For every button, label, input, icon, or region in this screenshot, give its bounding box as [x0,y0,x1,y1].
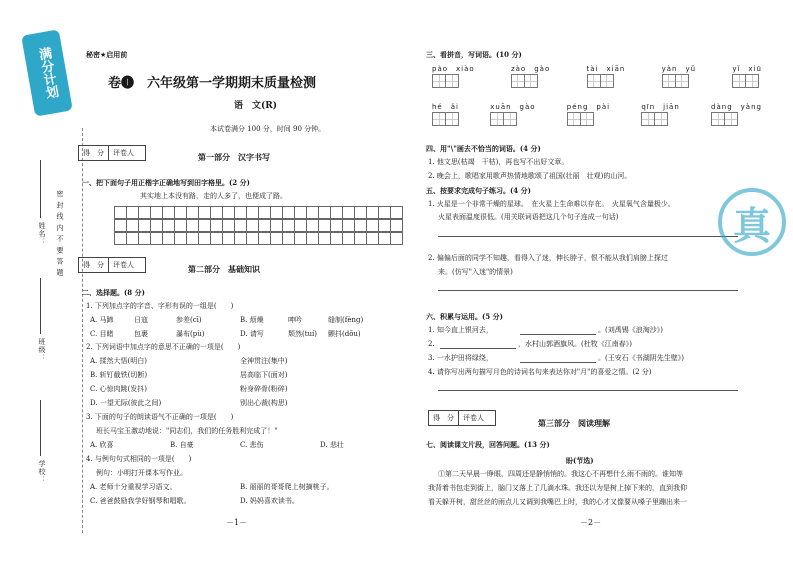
pinyin-item: hé ǎi [432,102,459,128]
q2-1-opt: 缝制(fèng) [328,316,364,324]
grid-cell[interactable] [162,219,174,232]
q6-2-src: ，水村山郭酒旗风。(杜牧《江南春》) [518,340,632,348]
grid-cell[interactable] [318,232,330,245]
grid-cell[interactable] [186,206,198,219]
q2-1-opt: B. 烦燥 [240,316,264,324]
grid-cell[interactable] [354,219,366,232]
passage-line: 看天躲开树，甜丝丝的雨点儿又调到我嘴巴上时，我的心才又像要从嗓子里蹦出来一 [428,498,687,506]
pinyin-item: péng pài [567,102,610,128]
q1-sentence: 其实地上本没有路，走的人多了，也便成了路。 [140,192,287,200]
grader-label: 评卷人 [463,414,484,422]
grid-cell[interactable] [162,206,174,219]
part1-title: 第一部分 汉字书写 [198,152,270,162]
q2-3-opt: C. 悲伤 [240,441,264,449]
secret-label: 秘密★启用前 [86,51,128,59]
q4-1: 1. 他文思(枯竭 干枯)，再也写不出好文章。 [428,158,569,166]
grid-cell[interactable] [306,232,318,245]
grid-cell[interactable] [270,219,282,232]
class-line[interactable] [40,278,41,334]
q4-title: 四、用"\"画去不恰当的词语。(4 分) [426,144,541,153]
q2-2-opt: 粉身碎骨(粉碎) [240,385,288,393]
part3-title: 第三部分 阅读理解 [538,418,610,428]
school-label: 学校： [38,460,46,484]
grid-cell[interactable] [294,232,306,245]
q4-2: 2. 晚会上，歌唱家用歌声热情地歌颂了祖国(壮丽 壮观)的山河。 [428,172,632,180]
q2-2-opt: C. 心惊肉跳(发抖) [90,385,148,393]
grid-cell[interactable] [282,206,294,219]
grid-cell[interactable] [282,232,294,245]
grid-cell[interactable] [258,232,270,245]
grid-cell[interactable] [294,206,306,219]
grid-cell[interactable] [150,219,162,232]
score-label: 得 分 [429,411,459,425]
pinyin-item: dàng yàng [711,102,762,128]
grid-cell[interactable] [186,232,198,245]
page-number-2: －2－ [580,518,602,527]
q2-3-stem: 3. 下面的句子的朗读语气不正确的一项是( ) [86,413,234,421]
q2-2-opt: 全神贯注(集中) [240,357,288,365]
q5-1a: 1. 火星是一个非常干燥的星球。 在火星上生命难以存在。 火星氧气含量极少。 [428,200,675,208]
name-label: 姓名： [38,222,46,246]
grid-cell[interactable] [318,219,330,232]
grid-cell[interactable] [222,219,234,232]
grid-cell[interactable] [114,219,126,232]
brand-logo: 满分计划 [21,29,73,116]
blank-line[interactable] [440,348,516,349]
q2-4-opt: D. 妈妈喜欢读书。 [240,497,299,505]
q5-title: 五、按要求完成句子练习。(4 分) [426,186,531,195]
q2-4-opt: B. 丽丽的哥哥爬上树摘桃子。 [240,483,334,491]
grid-cell[interactable] [174,206,186,219]
writing-grid[interactable] [114,206,403,245]
part2-title: 第二部分 基础知识 [188,264,260,274]
grid-cell[interactable] [198,232,210,245]
watermark-stamp: 真 [718,188,786,256]
grid-cell[interactable] [210,206,222,219]
grid-cell[interactable] [126,206,138,219]
q2-4-example: 例句：小明打开课本写作业。 [96,469,187,477]
q1-title: 一、把下面句子用正楷字正确地写到田字格里。(2 分) [82,178,250,187]
passage-line: ①第二天早晨一睁眼，四周还是静悄悄的。我这心不再想什么雨不雨的。谁知等 [438,470,683,478]
grid-cell[interactable] [138,206,150,219]
passage-line: 我背着书包走到街上，脑门又落上了几滴水珠。我还以为是树上掉下来的，直到我仰 [428,484,687,492]
blank-line[interactable] [520,362,596,363]
q6-1: 1. 知今直上银河去， [428,326,493,334]
grid-cell[interactable] [366,206,378,219]
grid-cell[interactable] [114,232,126,245]
grid-cell[interactable] [378,206,390,219]
score-box-3 [428,410,496,426]
grid-cell[interactable] [306,219,318,232]
q3-title: 三、看拼音，写词语。(10 分) [426,50,522,59]
q6-1-src: 。(刘禹锡《浪淘沙》) [598,326,663,334]
q2-3-text: 班长马宝玉激动地说："同志们，我们的任务胜利完成了！" [96,427,278,435]
q5-2b: 来。(仿写"入迷"的情景) [438,268,513,276]
q2-2-opt: D. 一望无际(彼此之间) [90,399,162,407]
q7-title: 七、阅读课文片段，回答问题。(13 分) [426,440,550,449]
grid-cell[interactable] [258,219,270,232]
grid-cell[interactable] [378,219,390,232]
grid-cell[interactable] [354,206,366,219]
grid-cell[interactable] [174,232,186,245]
seal-dashed-line [82,128,83,533]
grid-cell[interactable] [270,232,282,245]
q2-title: 二、选择题。(8 分) [82,288,145,297]
answer-line[interactable] [438,390,738,391]
grid-cell[interactable] [366,219,378,232]
grid-cell[interactable] [126,232,138,245]
q2-1-opt: 包裹 [134,330,148,338]
q2-1-opt: 呻吟 [288,316,302,324]
grid-cell[interactable] [234,232,246,245]
answer-line[interactable] [438,290,738,291]
q5-1b: 火星表面温度很低。(用关联词语把这几个句子连成一句话) [438,213,619,221]
grid-cell[interactable] [162,232,174,245]
grid-cell[interactable] [222,232,234,245]
subject-label: 语 文(R) [234,101,277,111]
answer-line[interactable] [438,236,738,237]
grader-label: 评卷人 [113,261,134,269]
pinyin-item: yǐ xiū [732,64,762,90]
q2-2-opt: A. 揉然大悟(明白) [90,357,147,365]
grid-cell[interactable] [294,219,306,232]
q6-3: 3. 一水护田将绿绕， [428,354,493,362]
grid-cell[interactable] [246,206,258,219]
grid-cell[interactable] [378,232,390,245]
q6-3-src: 。(王安石《书湖阴先生壁》) [598,354,684,362]
grid-cell[interactable] [342,219,354,232]
grid-cell[interactable] [210,219,222,232]
q2-3-opt: B. 自豪 [170,441,194,449]
q2-4-opt: A. 老师十分重视学习语文。 [90,483,177,491]
grid-cell[interactable] [246,219,258,232]
q2-1-stem: 1. 下列加点字的字音、字形有误的一组是( ) [86,302,234,310]
grid-cell[interactable] [198,206,210,219]
grid-cell[interactable] [390,232,403,245]
grid-cell[interactable] [342,232,354,245]
q2-3-opt: D. 悲壮 [320,441,344,449]
grid-cell[interactable] [318,206,330,219]
grid-cell[interactable] [174,219,186,232]
score-box [78,145,146,161]
grid-cell[interactable] [270,206,282,219]
exam-title: 卷❶ 六年级第一学期期末质量检测 [108,76,317,91]
class-label: 班级： [38,338,46,362]
seal-text: 密 封 线 内 不 要 答 题 [56,190,64,277]
pinyin-item: xuān gào [490,102,535,128]
pinyin-item: zào gào [511,64,550,90]
q2-1-opt: 日寇 [134,316,148,324]
grid-cell[interactable] [342,206,354,219]
grid-cell[interactable] [330,232,342,245]
grid-cell[interactable] [366,232,378,245]
score-box-2 [78,257,146,273]
grid-cell[interactable] [246,232,258,245]
grid-cell[interactable] [210,232,222,245]
grid-cell[interactable] [282,219,294,232]
score-label: 得 分 [79,146,109,160]
grid-cell[interactable] [390,206,403,219]
grid-cell[interactable] [258,206,270,219]
q2-4-opt: C. 爸爸鼓励我学好钢琴和唱歌。 [90,497,191,505]
exam-info: 本试卷满分 100 分，时间 90 分钟。 [210,125,326,133]
blank-line[interactable] [520,334,596,335]
q2-1-opt: 颓然(tuí) [288,330,318,338]
pinyin-item: qīn jiān [641,102,679,128]
passage-title: 盼(节选) [566,456,594,465]
pinyin-row-2 [432,102,762,128]
grid-cell[interactable] [114,206,126,219]
q2-2-opt: 居高临下(面对) [240,371,288,379]
q6-4: 4. 请你写出两句描写月色的诗词名句来表达你对"月"的喜爱之情。(2 分) [428,368,652,376]
grid-cell[interactable] [150,206,162,219]
q2-4-stem: 4. 与例句句式相同的一项是( ) [86,455,192,463]
page-number-1: －1－ [226,518,248,527]
q2-1-opt: A. 马蹄 [90,316,114,324]
grid-cell[interactable] [150,232,162,245]
grid-cell[interactable] [138,232,150,245]
pinyin-row-1 [432,64,762,90]
grid-cell[interactable] [138,219,150,232]
grid-cell[interactable] [198,219,210,232]
grid-cell[interactable] [234,219,246,232]
q2-2-opt: B. 斩钉截铁(切断) [90,371,148,379]
pinyin-item: pào xiào [432,64,475,90]
grid-cell[interactable] [330,219,342,232]
q6-title: 六、积累与运用。(5 分) [426,312,503,321]
grid-cell[interactable] [126,219,138,232]
grid-cell[interactable] [234,206,246,219]
pinyin-item: tài xiān [587,64,626,90]
school-line[interactable] [40,400,41,456]
grid-cell[interactable] [354,232,366,245]
q2-1-opt: 颤抖(dǒu) [328,330,361,338]
q2-1-opt: 瀑布(pù) [176,330,205,338]
pinyin-item: yàn yǔ [662,64,696,90]
grid-cell[interactable] [186,219,198,232]
q2-1-opt: 参差(cī) [176,316,202,324]
q2-2-stem: 2. 下列词语中加点字的意思不正确的一项是( ) [86,343,241,351]
q2-1-opt: D. 请写 [240,330,264,338]
score-label: 得 分 [79,258,109,272]
q6-2-num: 2. [428,340,435,348]
grid-cell[interactable] [306,206,318,219]
grader-label: 评卷人 [113,149,134,157]
name-line[interactable] [40,160,41,218]
grid-cell[interactable] [330,206,342,219]
q2-1-opt: C. 目睹 [90,330,114,338]
grid-cell[interactable] [222,206,234,219]
q2-2-opt: 别出心裁(构思) [240,399,288,407]
q2-3-opt: A. 欣喜 [90,441,114,449]
grid-cell[interactable] [390,219,403,232]
q5-2a: 2. 偏偏后面的同学不知趣，看得入了迷，伸长脖子，恨不能从我们肩膀上探过 [428,254,668,262]
